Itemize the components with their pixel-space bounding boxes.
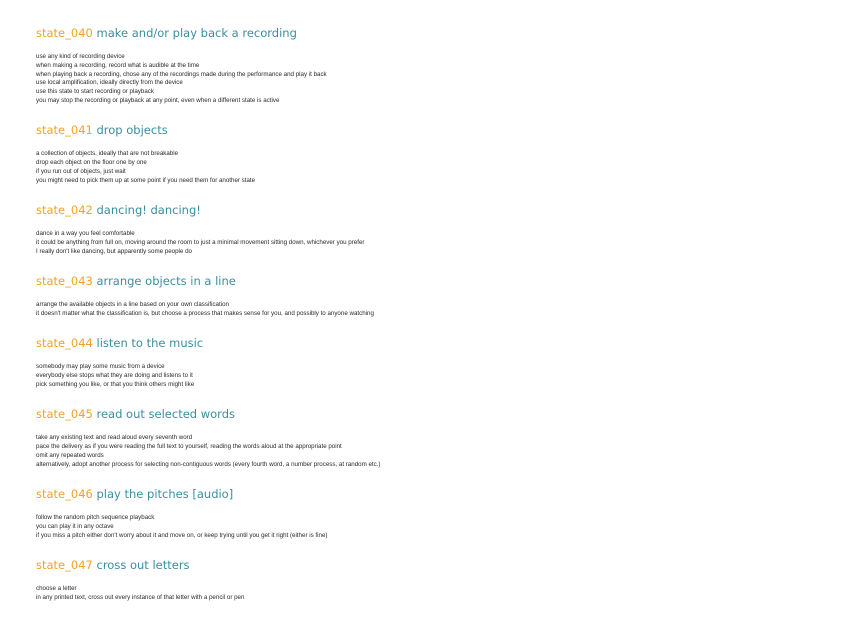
instruction-line: pick something you like, or that you think others might like	[36, 380, 195, 388]
instruction-line: follow the random pitch sequence playback	[36, 514, 155, 522]
state-section	[36, 123, 816, 185]
instruction-line: use this state to start recording or playback	[36, 88, 154, 96]
document-page	[36, 26, 816, 620]
state-title: play the pitches [audio]	[96, 487, 234, 502]
instruction-line: it could be anything from full on, moving around the room to just a minimal movement sitting down, whichever you prefer	[36, 238, 365, 246]
instruction-line: use any kind of recording device	[36, 53, 125, 60]
state-id: state_040	[36, 26, 93, 40]
instruction-line: alternatively, adopt another process for selecting non-contiguous words (every fourth word, a number process, at random etc.)	[36, 460, 381, 468]
instruction-line: use local amplification, ideally directly from the device	[36, 79, 183, 87]
state-section	[36, 26, 816, 106]
state-instructions	[36, 53, 816, 106]
state-title: arrange objects in a line	[96, 274, 236, 289]
state-section	[36, 336, 816, 389]
instruction-line: take any existing text and read aloud every seventh word	[36, 434, 193, 442]
state-section	[36, 203, 816, 256]
state-id: state_043	[36, 274, 93, 289]
state-instructions	[36, 514, 816, 540]
state-instructions	[36, 363, 816, 389]
state-heading	[36, 558, 816, 573]
instruction-line: you might need to pick them up at some point if you need them for another state	[36, 176, 256, 184]
instruction-line: choose a letter	[36, 585, 77, 593]
state-heading	[36, 274, 816, 289]
state-heading	[36, 336, 816, 351]
instruction-line: pace the delivery as if you were reading the full text to yourself, reading the words aloud at the appropriate point	[36, 443, 342, 451]
instruction-line: it doesn't matter what the classification is, but choose a process that makes sense for you, and possibly to anyone watching	[36, 309, 374, 317]
state-id: state_041	[36, 123, 93, 138]
state-heading	[36, 123, 816, 138]
instruction-line: when making a recording, record what is audible at the time	[36, 61, 200, 69]
instruction-line: you may stop the recording or playback at any point, even when a different state is active	[36, 96, 280, 104]
state-heading	[36, 203, 816, 218]
instruction-line: if you miss a pitch either don't worry about it and move on, or keep trying until you get it right (either is fine)	[36, 531, 328, 539]
instruction-line: when playing back a recording, chose any of the recordings made during the performance and play it back	[36, 70, 327, 78]
instruction-line: drop each object on the floor one by one	[36, 159, 147, 167]
state-heading	[36, 26, 816, 41]
state-title: read out selected words	[96, 407, 235, 422]
state-instructions	[36, 150, 816, 185]
instruction-line: arrange the available objects in a line based on your own classification	[36, 301, 229, 309]
state-id: state_044	[36, 336, 93, 351]
state-heading	[36, 487, 816, 502]
instruction-line: I really don't like dancing, but apparently some people do	[36, 247, 192, 255]
state-heading	[36, 407, 816, 422]
state-instructions	[36, 434, 816, 469]
instruction-line: in any printed text, cross out every instance of that letter with a pencil or pen	[36, 593, 245, 601]
state-instructions	[36, 301, 816, 319]
instruction-line: if you run out of objects, just wait	[36, 167, 126, 175]
state-instructions	[36, 585, 816, 603]
state-id: state_042	[36, 203, 93, 218]
state-id: state_047	[36, 558, 93, 573]
state-section	[36, 407, 816, 469]
state-instructions	[36, 230, 816, 256]
instruction-line: omit any repeated words	[36, 451, 104, 459]
instruction-line: a collection of objects, ideally that are not breakable	[36, 150, 179, 158]
instruction-line: you can play it in any octave	[36, 522, 114, 530]
state-section	[36, 558, 816, 603]
state-title: dancing! dancing!	[96, 203, 201, 218]
state-section	[36, 274, 816, 319]
state-id: state_045	[36, 407, 93, 422]
state-section	[36, 487, 816, 540]
state-id: state_046	[36, 487, 93, 502]
instruction-line: everybody else stops what they are doing and listens to it	[36, 372, 193, 380]
state-title: make and/or play back a recording	[96, 26, 297, 40]
state-title: listen to the music	[96, 336, 204, 351]
instruction-line: somebody may play some music from a device	[36, 363, 165, 371]
instruction-line: dance in a way you feel comfortable	[36, 230, 135, 238]
state-title: cross out letters	[96, 558, 190, 573]
state-title: drop objects	[96, 123, 168, 138]
